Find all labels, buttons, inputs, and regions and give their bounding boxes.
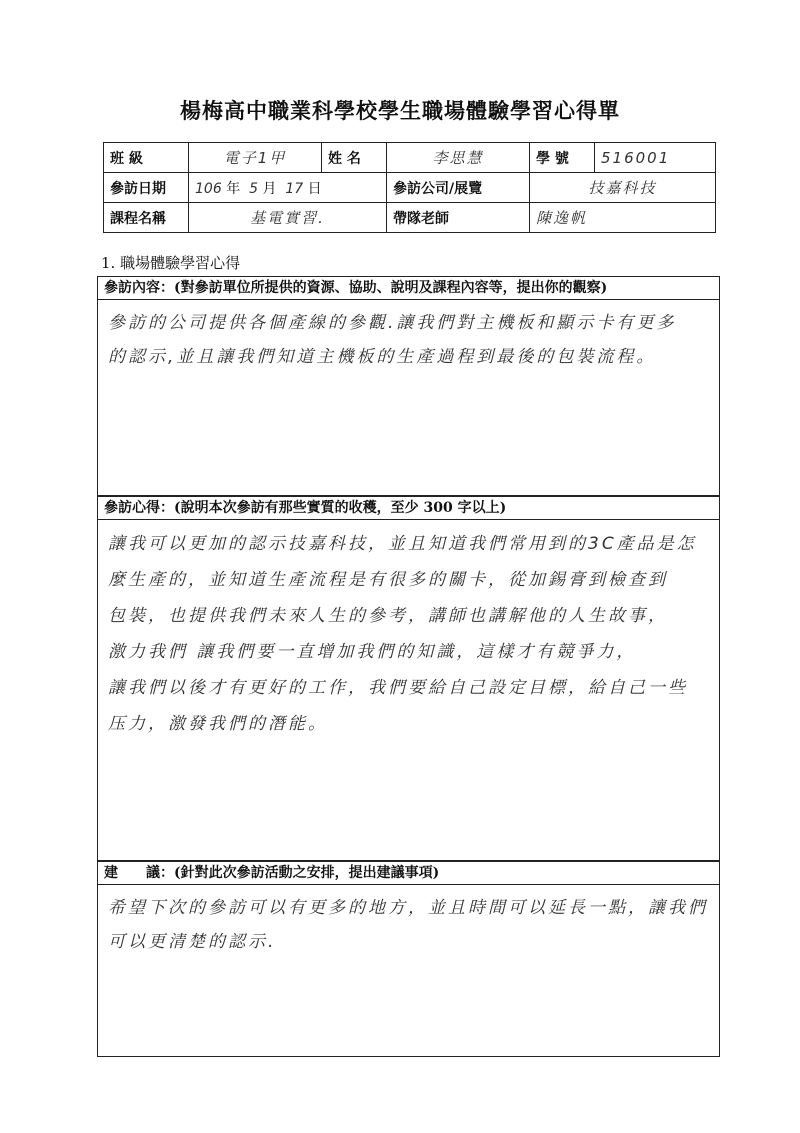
course-label: 課程名稱 <box>104 203 189 233</box>
name-label: 姓 名 <box>322 143 387 173</box>
section-heading: 1. 職場體驗學習心得 <box>101 254 241 272</box>
class-label: 班 級 <box>104 143 189 173</box>
visit-date-label: 參訪日期 <box>104 173 189 203</box>
reflection-line: 讓我們以後才有更好的工作，我們要給自己設定目標，給自己一些 <box>108 678 688 698</box>
student-id-value: 516001 <box>595 143 716 173</box>
student-id-label: 學 號 <box>530 143 595 173</box>
content-line: 的認示,並且讓我們知道主機板的生產過程到最後的包裝流程。 <box>108 347 657 367</box>
page-title: 楊梅高中職業科學校學生職場體驗學習心得單 <box>180 98 620 123</box>
course-value: 基電實習. <box>189 203 387 233</box>
date-day: 17 <box>285 180 304 197</box>
reflection-line: 包裝，也提供我們未來人生的參考，講師也講解他的人生故事， <box>108 606 668 626</box>
date-month: 5 <box>249 180 259 197</box>
reflection-box <box>97 496 720 861</box>
content-box <box>97 276 720 496</box>
reflection-line: 麼生產的，並知道生產流程是有很多的關卡，從加錫膏到檢查到 <box>108 570 668 590</box>
date-day-char: 日 <box>307 180 322 197</box>
name-value: 李思慧 <box>387 143 530 173</box>
teacher-value: 陳逸帆 <box>530 203 716 233</box>
company-value: 技嘉科技 <box>530 173 716 203</box>
content-line: 參訪的公司提供各個產線的參觀.讓我們對主機板和顯示卡有更多 <box>108 313 677 333</box>
suggestion-header: 建 議：(針對此次參訪活動之安排，提出建議事項) <box>98 862 719 885</box>
content-body <box>98 300 719 374</box>
content-header: 參訪內容：(對參訪單位所提供的資源、協助、說明及課程內容等，提出你的觀察) <box>98 277 719 300</box>
suggestion-box <box>97 861 720 1057</box>
reflection-header: 參訪心得：(說明本次參訪有那些實質的收穫，至少 300 字以上) <box>98 497 719 520</box>
date-year: 106 <box>195 180 222 197</box>
company-label: 參訪公司/展覽 <box>387 173 530 203</box>
suggestion-line: 可以更清楚的認示. <box>108 932 277 952</box>
suggestion-body <box>98 885 719 959</box>
reflection-line: 激力我們 讓我們要一直增加我們的知識，這樣才有競爭力， <box>108 642 637 662</box>
reflection-line: 讓我可以更加的認示技嘉科技，並且知道我們常用到的3C產品是怎 <box>108 534 697 554</box>
date-month-char: 月 <box>262 180 277 197</box>
visit-date-value <box>189 173 387 203</box>
reflection-body <box>98 520 719 742</box>
teacher-label: 帶隊老師 <box>387 203 530 233</box>
reflection-line: 压力，激發我們的潛能。 <box>108 714 328 734</box>
info-table <box>103 142 716 233</box>
date-year-char: 年 <box>226 180 241 197</box>
class-value: 電子1甲 <box>189 143 322 173</box>
suggestion-line: 希望下次的參訪可以有更多的地方，並且時間可以延長一點，讓我們 <box>108 898 708 918</box>
